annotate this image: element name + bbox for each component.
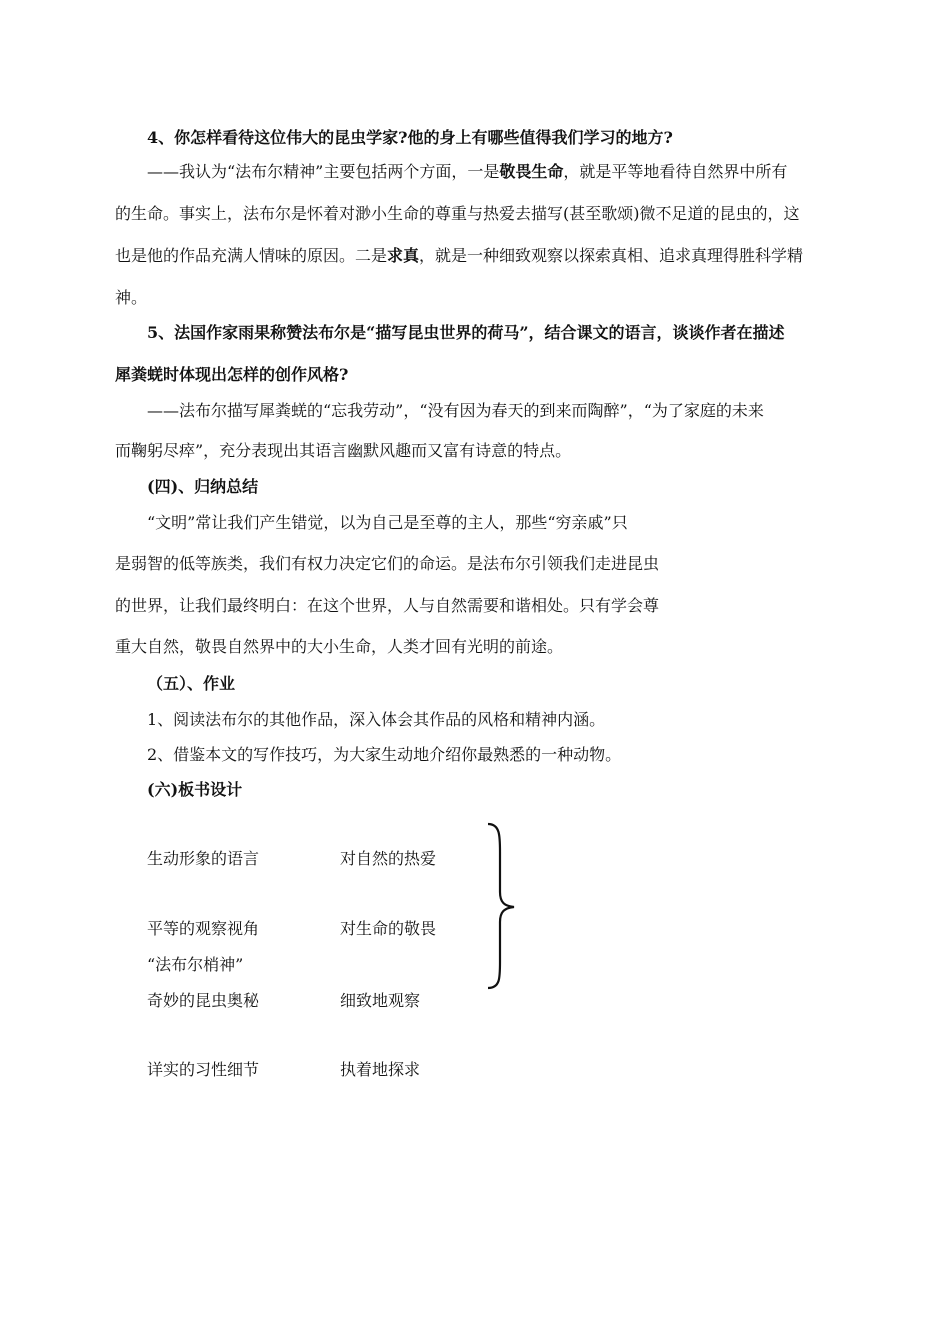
summary-line-1: “文明”常让我们产生错觉，以为自己是至尊的主人，那些“穷亲戚”只 [147, 513, 628, 532]
board-left-4: 详实的习性细节 [147, 1060, 260, 1079]
answer-4-line-3-a: 也是他的作品充满人情味的原因。二是 [115, 246, 388, 265]
question-4-title: 4、你怎样看待这位伟大的昆虫学家?他的身上有哪些值得我们学习的地方? [147, 128, 673, 147]
summary-line-2: 是弱智的低等族类，我们有权力决定它们的命运。是法布尔引领我们走进昆虫 [115, 554, 660, 573]
summary-line-4: 重大自然，敬畏自然界中的大小生命，人类才回有光明的前途。 [115, 637, 564, 656]
board-left-2: 平等的观察视角 [147, 919, 260, 938]
section-4-heading: (四)、归纳总结 [147, 477, 259, 496]
answer-4-line-4: 神。 [115, 288, 148, 307]
board-left-1: 生动形象的语言 [147, 849, 260, 868]
board-right-2: 对生命的敬畏 [340, 919, 437, 938]
answer-5-line-1: ——法布尔描写犀粪蜣的“忘我劳动”，“没有因为春天的到来而陶醉”，“为了家庭的未来 [147, 401, 764, 420]
answer-4-line-1 [147, 161, 787, 183]
board-right-4: 执着地探求 [340, 1060, 421, 1079]
answer-4-line-1-b: ，就是平等地看待自然界中所有 [563, 162, 788, 181]
answer-5-line-2: 而鞠躬尽瘁”，充分表现出其语言幽默风趣而又富有诗意的特点。 [115, 441, 572, 460]
summary-line-3: 的世界，让我们最终明白：在这个世界，人与自然需要和谐相处。只有学会尊 [115, 596, 660, 615]
section-6-heading: (六)板书设计 [147, 780, 243, 799]
section-5-heading: （五）、作业 [147, 674, 236, 693]
board-left-3: 奇妙的昆虫奥秘 [147, 991, 260, 1010]
answer-4-keyword-truth: 求真 [387, 246, 420, 265]
answer-4-keyword-respect-life: 敬畏生命 [499, 162, 564, 181]
homework-item-2: 2、借鉴本文的写作技巧，为大家生动地介绍你最熟悉的一种动物。 [147, 745, 622, 764]
homework-item-1: 1、阅读法布尔的其他作品，深入体会其作品的风格和精神内涵。 [147, 710, 606, 729]
answer-4-line-1-a: ——我认为“法布尔精神”主要包括两个方面，一是 [147, 162, 500, 181]
answer-4-line-3 [115, 245, 803, 267]
board-right-1: 对自然的热爱 [340, 849, 437, 868]
board-center-label: “法布尔梢神” [147, 955, 244, 974]
answer-4-line-3-b: ，就是一种细致观察以探索真相、追求真理得胜科学精 [419, 246, 804, 265]
answer-4-line-2: 的生命。事实上，法布尔是怀着对渺小生命的尊重与热爱去描写(甚至歌颂)微不足道的昆虫的，这 [115, 204, 800, 223]
board-right-3: 细致地观察 [340, 991, 421, 1010]
question-5-title-line-2: 犀粪蜣时体现出怎样的创作风格? [115, 365, 349, 384]
question-5-title-line-1: 5、法国作家雨果称赞法布尔是“描写昆虫世界的荷马”，结合课文的语言，谈谈作者在描述 [147, 323, 785, 342]
right-brace-icon [480, 822, 524, 992]
